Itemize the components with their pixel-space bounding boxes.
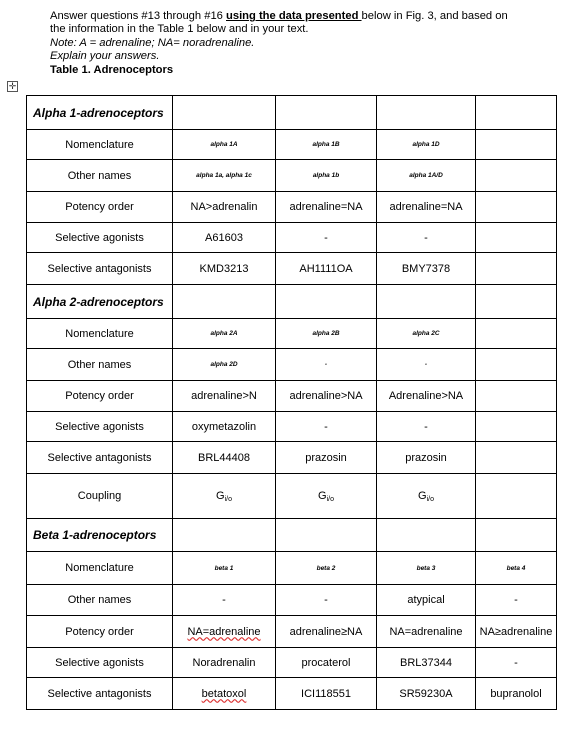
section-heading: Beta 1-adrenoceptors (27, 519, 173, 552)
section-heading-row (27, 285, 557, 319)
table-cell (476, 160, 557, 192)
empty-cell (173, 285, 276, 319)
table-row (27, 349, 557, 381)
table-cell (476, 381, 557, 412)
move-anchor-icon[interactable]: ✛ (8, 81, 17, 91)
table-cell (476, 412, 557, 442)
instruction-text: Answer questions #13 through #16 (50, 10, 227, 22)
table-cell: prazosin (276, 442, 377, 474)
table-cell: BMY7378 (377, 253, 476, 285)
row-label: Nomenclature (27, 130, 173, 160)
table-cell: NA≥adrenaline (476, 616, 557, 648)
row-label: Selective agonists (27, 223, 173, 253)
table-cell: alpha 2B (276, 319, 377, 349)
row-label: Potency order (27, 616, 173, 648)
table-row (27, 192, 557, 223)
table-title: Table 1. Adrenoceptors (50, 63, 174, 76)
table-cell: beta 3 (377, 552, 476, 585)
row-label: Other names (27, 349, 173, 381)
table-cell: adrenaline>N (173, 381, 276, 412)
table-cell: alpha 1A (173, 130, 276, 160)
table-cell: SR59230A (377, 678, 476, 710)
section-heading: Alpha 2-adrenoceptors (27, 285, 173, 319)
empty-cell (276, 285, 377, 319)
table-cell: AH1111OA (276, 253, 377, 285)
adrenoceptor-table (26, 95, 557, 710)
table-row (27, 616, 557, 648)
table-cell: alpha 1A/D (377, 160, 476, 192)
table-cell: adrenaline≥NA (276, 616, 377, 648)
table-cell: - (276, 412, 377, 442)
g-protein: G (318, 489, 327, 502)
table-cell: alpha 1D (377, 130, 476, 160)
table-cell: adrenaline=NA (276, 192, 377, 223)
coupling-cell (377, 474, 476, 519)
table-cell: - (377, 412, 476, 442)
table-cell: alpha 1a, alpha 1c (173, 160, 276, 192)
table-row (27, 585, 557, 616)
row-label: Coupling (27, 474, 173, 519)
empty-cell (377, 519, 476, 552)
table-cell: Noradrenalin (173, 648, 276, 678)
table-cell: alpha 2D (173, 349, 276, 381)
table-cell: beta 4 (476, 552, 557, 585)
table-cell: ICI118551 (276, 678, 377, 710)
table-cell: NA>adrenalin (173, 192, 276, 223)
table-cell: - (377, 223, 476, 253)
explain-note: Explain your answers. (50, 50, 160, 63)
table-cell (476, 130, 557, 160)
instruction-text-cont: below in Fig. 3, and based on (361, 10, 508, 22)
row-label: Selective antagonists (27, 442, 173, 474)
empty-cell (276, 519, 377, 552)
table-cell: adrenaline>NA (276, 381, 377, 412)
row-label: Selective agonists (27, 412, 173, 442)
section-heading: Alpha 1-adrenoceptors (27, 96, 173, 130)
row-label: Nomenclature (27, 319, 173, 349)
table-row (27, 319, 557, 349)
empty-cell (276, 96, 377, 130)
row-label: Nomenclature (27, 552, 173, 585)
coupling-cell (173, 474, 276, 519)
table-cell: beta 2 (276, 552, 377, 585)
table-cell: beta 1 (173, 552, 276, 585)
g-protein: G (418, 489, 427, 502)
table-cell: - (476, 585, 557, 616)
table-cell: BRL44408 (173, 442, 276, 474)
empty-cell (476, 519, 557, 552)
section-heading-row (27, 519, 557, 552)
empty-cell (173, 96, 276, 130)
table-row (27, 442, 557, 474)
table-row (27, 130, 557, 160)
table-row (27, 253, 557, 285)
table-cell: alpha 2A (173, 319, 276, 349)
g-protein-subscript: i/o (426, 495, 434, 503)
table-cell: prazosin (377, 442, 476, 474)
table-cell: - (276, 349, 377, 381)
table-cell: - (276, 223, 377, 253)
row-label: Potency order (27, 381, 173, 412)
table-cell: - (476, 648, 557, 678)
table-cell (476, 319, 557, 349)
table-cell: procaterol (276, 648, 377, 678)
table-cell: betatoxol (173, 678, 276, 710)
instruction-emphasis: using the data presented (226, 10, 362, 22)
table-row (27, 160, 557, 192)
empty-cell (476, 96, 557, 130)
abbreviation-note: Note: A = adrenaline; NA= noradrenaline. (50, 36, 255, 49)
coupling-cell (276, 474, 377, 519)
instructions (50, 10, 560, 77)
table-cell (476, 223, 557, 253)
empty-cell (377, 96, 476, 130)
coupling-row (27, 474, 557, 519)
empty-cell (173, 519, 276, 552)
g-protein-subscript: i/o (224, 495, 232, 503)
table-cell: bupranolol (476, 678, 557, 710)
table-cell: alpha 1b (276, 160, 377, 192)
instruction-line-1 (50, 10, 560, 23)
section-heading-row (27, 96, 557, 130)
table-row (27, 678, 557, 710)
table-cell: BRL37344 (377, 648, 476, 678)
table-row (27, 552, 557, 585)
g-protein-subscript: i/o (326, 495, 334, 503)
table-cell (476, 253, 557, 285)
table-cell: - (276, 585, 377, 616)
table-cell: adrenaline=NA (377, 192, 476, 223)
row-label: Other names (27, 160, 173, 192)
row-label: Selective agonists (27, 648, 173, 678)
table-row (27, 648, 557, 678)
table-cell (476, 442, 557, 474)
table-cell (476, 349, 557, 381)
table-cell: - (173, 585, 276, 616)
empty-cell (377, 285, 476, 319)
table-cell: NA=adrenaline (377, 616, 476, 648)
table-cell: alpha 1B (276, 130, 377, 160)
row-label: Selective antagonists (27, 253, 173, 285)
empty-cell (476, 285, 557, 319)
empty-cell (476, 474, 557, 519)
table-cell: atypical (377, 585, 476, 616)
row-label: Other names (27, 585, 173, 616)
table-row (27, 381, 557, 412)
row-label: Potency order (27, 192, 173, 223)
table-cell: KMD3213 (173, 253, 276, 285)
table-cell: alpha 2C (377, 319, 476, 349)
g-protein: G (216, 489, 225, 502)
table-cell: Adrenaline>NA (377, 381, 476, 412)
table-row (27, 223, 557, 253)
table-cell: NA=adrenaline (173, 616, 276, 648)
table-cell: A61603 (173, 223, 276, 253)
instruction-line-2: the information in the Table 1 below and in your text. (50, 23, 309, 36)
table-cell (476, 192, 557, 223)
table-cell: - (377, 349, 476, 381)
row-label: Selective antagonists (27, 678, 173, 710)
table-cell: oxymetazolin (173, 412, 276, 442)
table-row (27, 412, 557, 442)
